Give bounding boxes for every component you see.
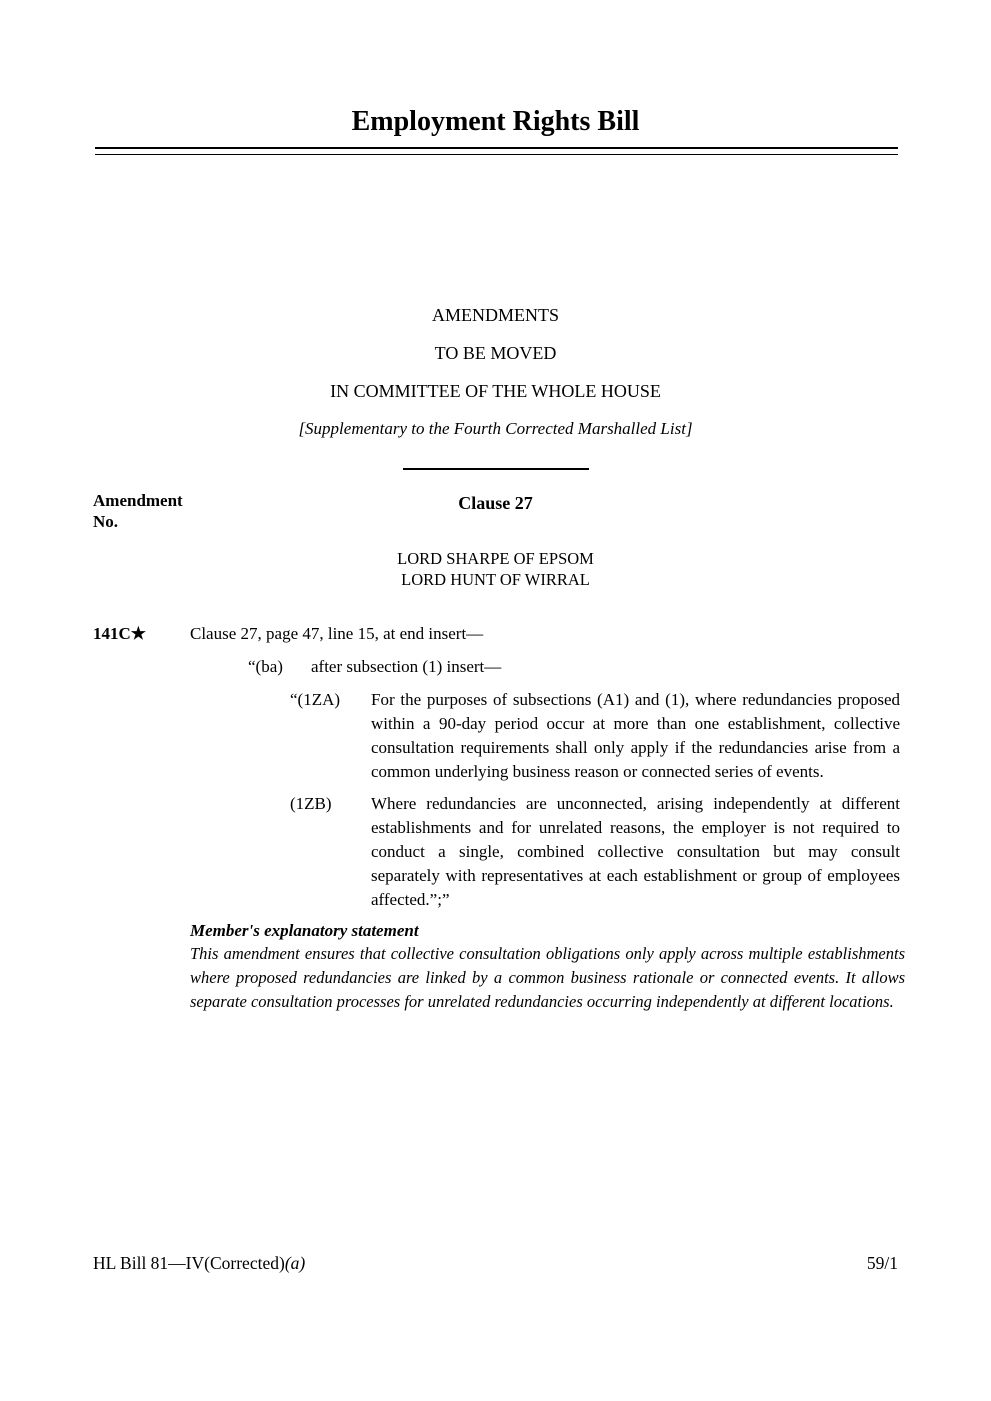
subsection-1za-label: “(1ZA) [290, 690, 341, 709]
footer-page-number: 59/1 [866, 1253, 898, 1273]
amendments-heading: AMENDMENTS [431, 305, 559, 325]
subsection-1zb [290, 792, 900, 912]
explanatory-statement [190, 920, 905, 1014]
bill-title: Employment Rights Bill [351, 106, 640, 137]
sponsor-list [0, 548, 991, 590]
paragraph-ba [248, 655, 900, 679]
amendment-no-label [93, 490, 183, 532]
clause-heading: Clause 27 [458, 493, 533, 513]
subsection-1zb-text: Where redundancies are unconnected, arising independently at different establishments and for unrelated reasons, the employer is not required to conduct a single, combined collective consultation but may consult separately with representatives at each establishment or group of employees affected.”;” [371, 794, 900, 909]
sponsor-name: LORD HUNT OF WIRRAL [401, 570, 590, 589]
paragraph-ba-text: after subsection (1) insert— [311, 657, 502, 676]
amendment-number: 141C★ [93, 624, 147, 643]
footer-bill-reference [93, 1252, 305, 1274]
amendment-instruction: Clause 27, page 47, line 15, at end insert— [190, 624, 484, 643]
explanatory-statement-text: This amendment ensures that collective consultation obligations only apply across multiple establishments where proposed redundancies are linked by a common business rationale or connected events. It allows separate consultation processes for unrelated redundancies occurring independently at different locations. [190, 944, 905, 1011]
document-headings [0, 306, 991, 438]
paragraph-ba-label: “(ba) [248, 657, 283, 676]
section-divider-rule [403, 468, 589, 470]
clause-header-row [0, 490, 991, 534]
amendment-no-label-line1: Amendment [93, 491, 183, 510]
to-be-moved-heading: TO BE MOVED [434, 343, 557, 363]
amendment-body [190, 622, 900, 912]
amendment-no-label-line2: No. [93, 512, 119, 531]
amendment-141c [93, 622, 900, 912]
subsection-1za [290, 688, 900, 784]
marshalled-list-subtitle: [Supplementary to the Fourth Corrected Marshalled List] [298, 419, 693, 438]
footer-bill-reference-suffix: (a) [284, 1253, 306, 1273]
page-footer [93, 1252, 898, 1274]
title-double-rule [95, 147, 898, 155]
sponsor-name: LORD SHARPE OF EPSOM [397, 549, 594, 568]
footer-bill-reference-main: HL Bill 81—IV(Corrected) [93, 1253, 285, 1273]
committee-heading: IN COMMITTEE OF THE WHOLE HOUSE [330, 381, 661, 401]
subsection-1za-text: For the purposes of subsections (A1) and (1), where redundancies proposed within a 90-day period occur at more than one establishment, collective consultation requirements shall only apply if the redundancies arise from a common underlying business reason or connected series of events. [371, 690, 900, 781]
explanatory-statement-heading: Member's explanatory statement [190, 921, 419, 940]
subsection-1zb-label: (1ZB) [290, 794, 332, 813]
